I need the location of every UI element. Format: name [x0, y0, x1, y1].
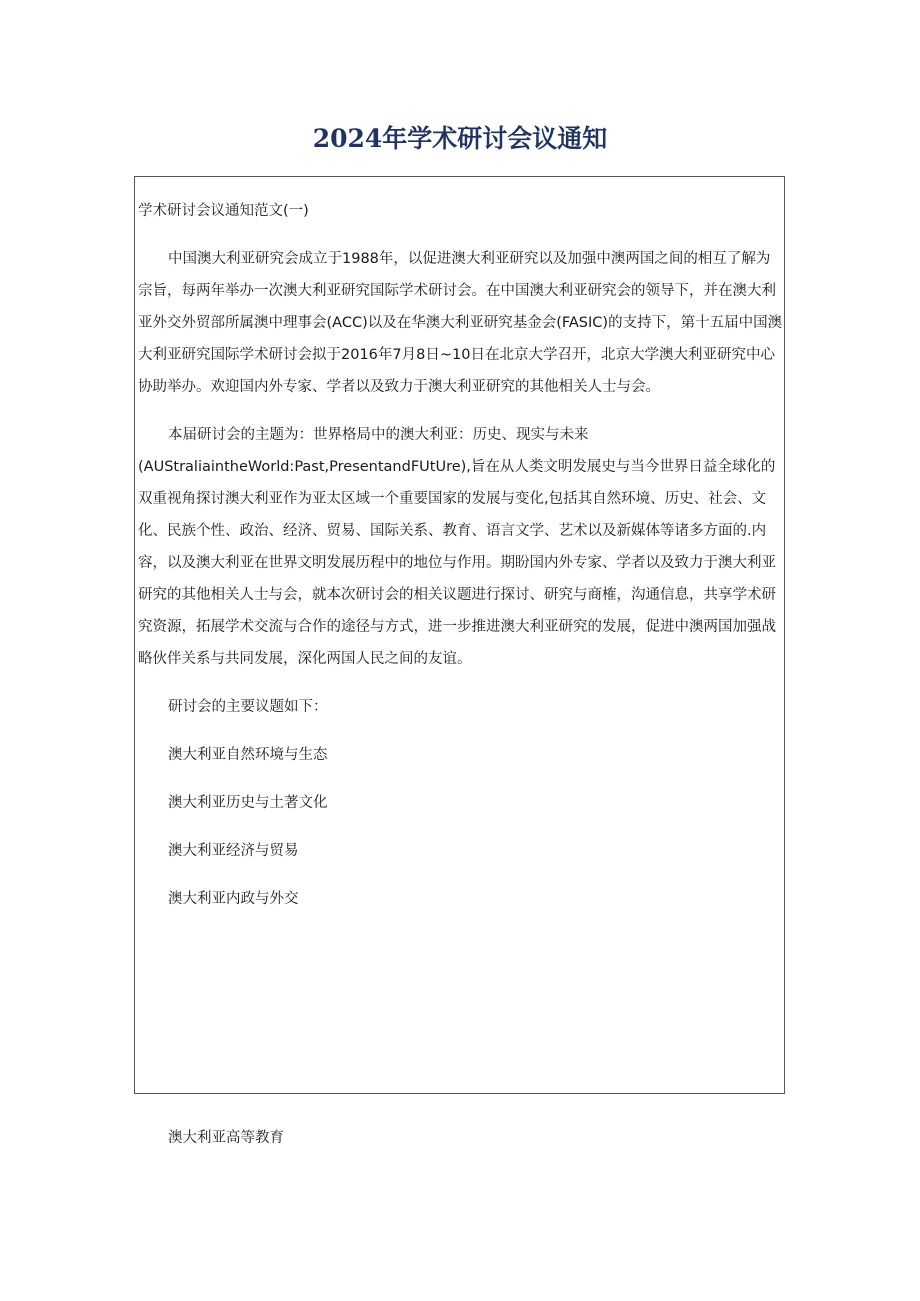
document-body: [138, 195, 784, 931]
theme-line: 本届研讨会的主题为：世界格局中的澳大利亚：历史、现实与未来: [168, 427, 589, 443]
topic-item: 澳大利亚经济与贸易: [168, 843, 299, 859]
topics-intro: 研讨会的主要议题如下：: [168, 699, 328, 715]
topic-item: 澳大利亚历史与土著文化: [168, 795, 328, 811]
intro-paragraph: 中国澳大利亚研究会成立于1988年，以促进澳大利亚研究以及加强中澳两国之间的相互了解为宗旨，每两年举办一次澳大利亚研究国际学术研讨会。在中国澳大利亚研究会的领导下，并在澳大利亚外交外贸部所属澳中理事会(ACC)以及在华澳大利亚研究基金会(FASIC)的支持下，第十五届中国澳大利亚研究国际学术研讨会拟于2016年7月8日~10日在北京大学召开，北京大学澳大利亚研究中心协助举办。欢迎国内外专家、学者以及致力于澳大利亚研究的其他相关人士与会。: [138, 251, 783, 395]
section-heading: 学术研讨会议通知范文(一): [138, 203, 309, 219]
topic-item: 澳大利亚内政与外交: [168, 891, 299, 907]
topic-item-outside-frame: 澳大利亚高等教育: [168, 1130, 284, 1146]
theme-paragraph: (AUStraliaintheWorld:Past,PresentandFUtUre),旨在从人类文明发展史与当今世界日益全球化的双重视角探讨澳大利亚作为亚太区域一个重要国家的发展与变化,包括其自然环境、历史、社会、文化、民族个性、政治、经济、贸易、国际关系、教育、语言文学、艺术以及新媒体等诸多方面的.内容，以及澳大利亚在世界文明发展历程中的地位与作用。期盼国内外专家、学者以及致力于澳大利亚研究的其他相关人士与会，就本次研讨会的相关议题进行探讨、研究与商榷，沟通信息，共享学术研究资源，拓展学术交流与合作的途径与方式，进一步推进澳大利亚研究的发展，促进中澳两国加强战略伙伴关系与共同发展，深化两国人民之间的友谊。: [138, 459, 776, 667]
document-title: 2024年学术研讨会议通知: [312, 124, 608, 153]
topic-item: 澳大利亚自然环境与生态: [168, 747, 328, 763]
